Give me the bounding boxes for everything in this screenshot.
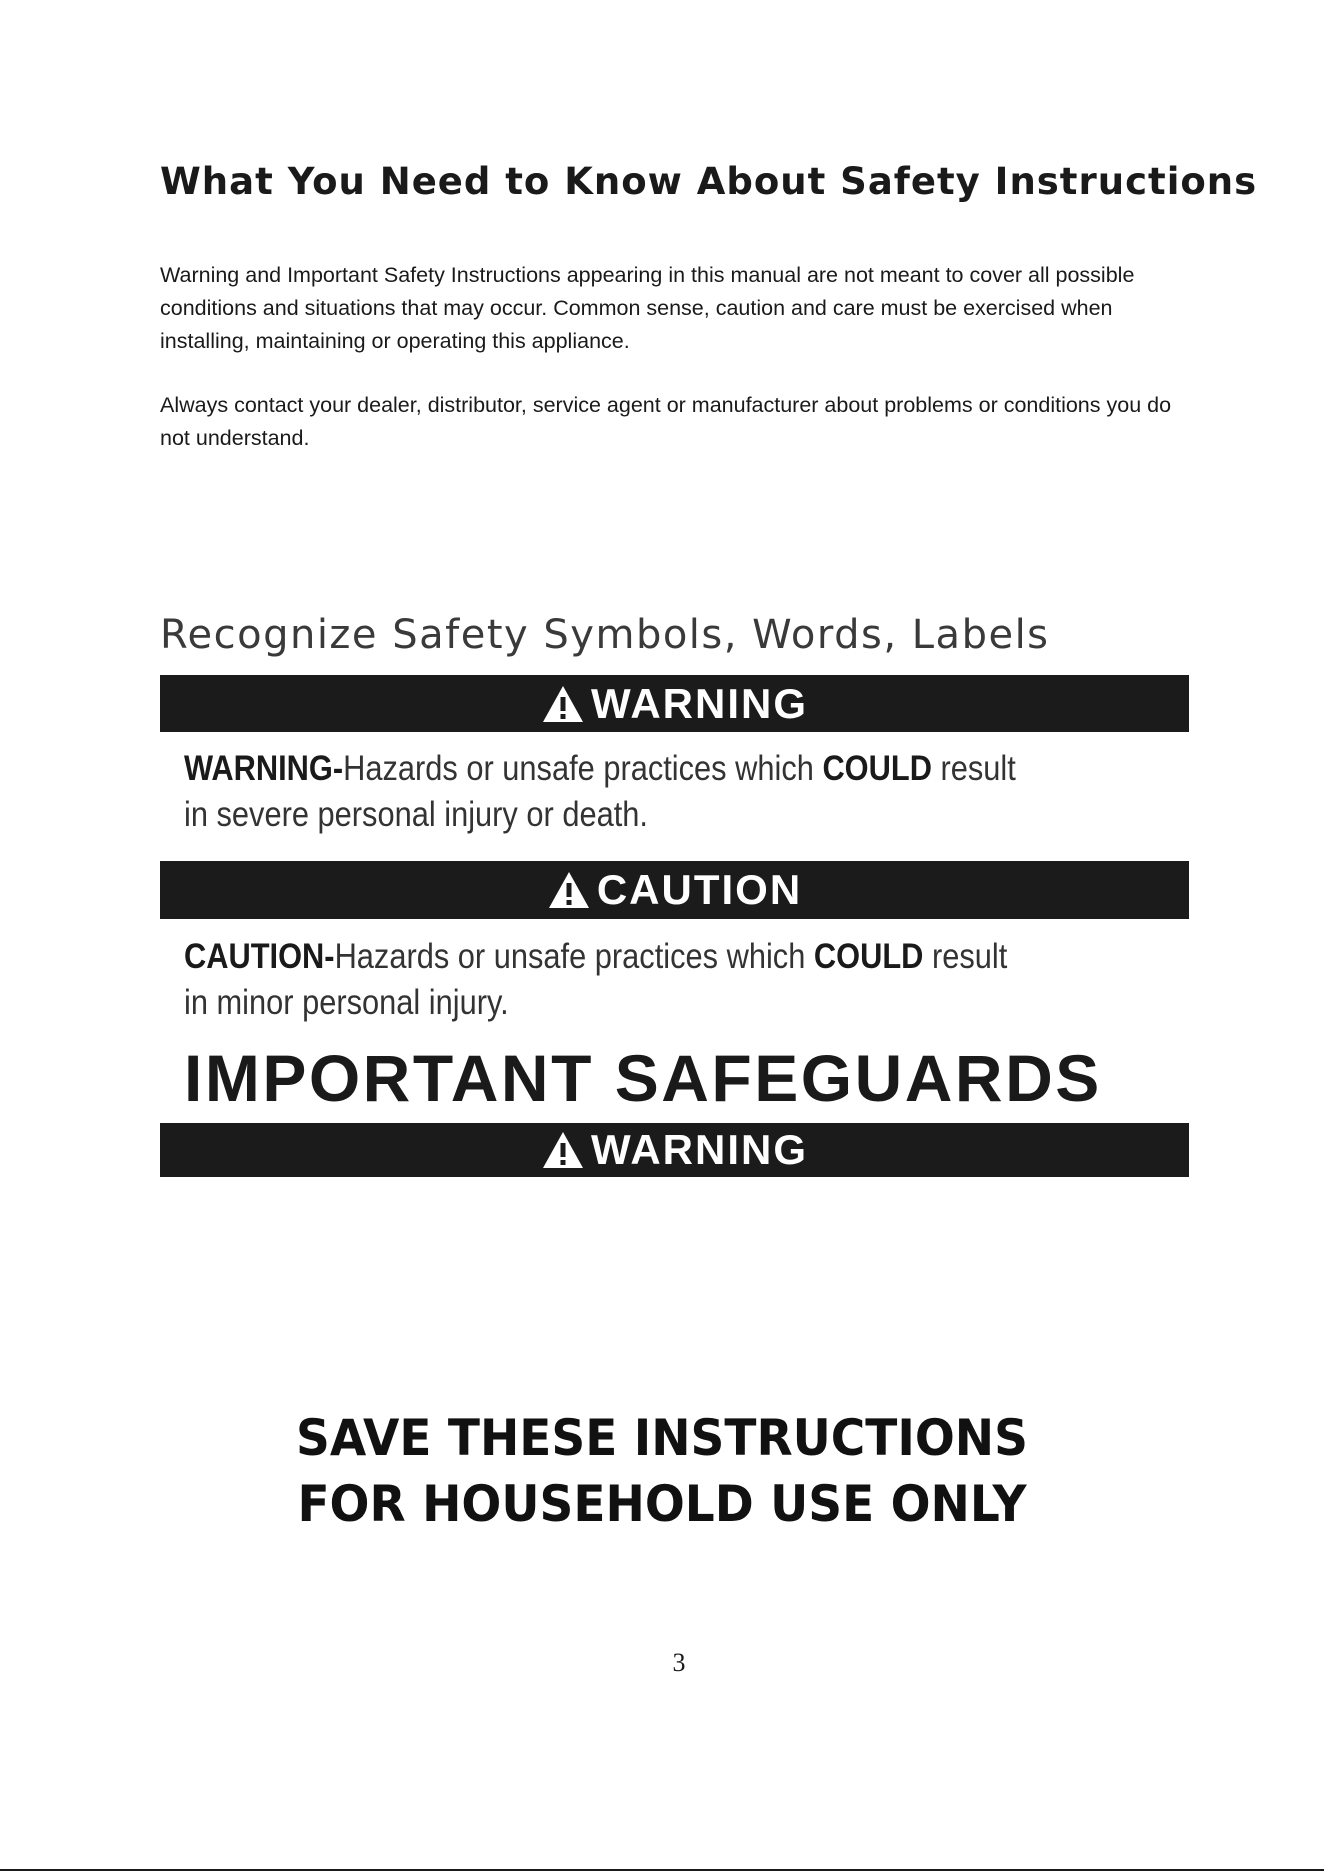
caution-definition-emphasis: COULD: [813, 937, 924, 976]
warning-triangle-icon: [541, 1130, 585, 1170]
warning-triangle-icon: [547, 870, 591, 910]
caution-signal-bar: [160, 861, 1189, 919]
warning-definition-emphasis: COULD: [822, 749, 932, 788]
warning-signal-bar-2: [160, 1123, 1189, 1177]
warning-definition-text: Hazards or unsafe practices which: [343, 749, 823, 788]
warning-definition-line-2: in severe personal injury or death.: [184, 795, 648, 834]
symbols-heading: Recognize Safety Symbols, Words, Labels: [160, 612, 1050, 658]
caution-definition-text: Hazards or unsafe practices which: [334, 937, 814, 976]
caution-definition-line-2: in minor personal injury.: [184, 983, 509, 1022]
important-safeguards-heading: IMPORTANT SAFEGUARDS: [184, 1041, 1102, 1115]
warning-definition-term: WARNING-: [184, 749, 344, 788]
warning-signal-word-2: WARNING: [591, 1126, 808, 1173]
caution-definition-text-end: result: [923, 937, 1008, 976]
caution-definition-term: CAUTION-: [184, 937, 335, 976]
caution-definition: [184, 934, 1007, 1026]
intro-paragraph-1: Warning and Important Safety Instructions appearing in this manual are not meant to cover all possible conditions and situations that may occur. Common sense, caution and care must be exercised when installing, maintaining or operating this appliance.: [160, 263, 1135, 353]
page-heading: What You Need to Know About Safety Instructions: [160, 160, 1258, 203]
save-instructions-block: [40, 1405, 1285, 1537]
warning-signal-word: WARNING: [591, 679, 808, 727]
warning-definition-text-end: result: [931, 749, 1016, 788]
warning-signal-bar: [160, 675, 1189, 732]
bottom-divider: [0, 1869, 1324, 1871]
warning-triangle-icon: [541, 684, 585, 724]
warning-definition: [184, 746, 1016, 838]
page-number: 3: [672, 1648, 686, 1677]
caution-signal-word: CAUTION: [596, 866, 803, 913]
intro-paragraph-2: Always contact your dealer, distributor, service agent or manufacturer about problems or conditions you do not understand.: [160, 393, 1172, 450]
save-instructions-line-1: SAVE THESE INSTRUCTIONS: [296, 1409, 1028, 1467]
save-instructions-line-2: FOR HOUSEHOLD USE ONLY: [297, 1475, 1027, 1533]
